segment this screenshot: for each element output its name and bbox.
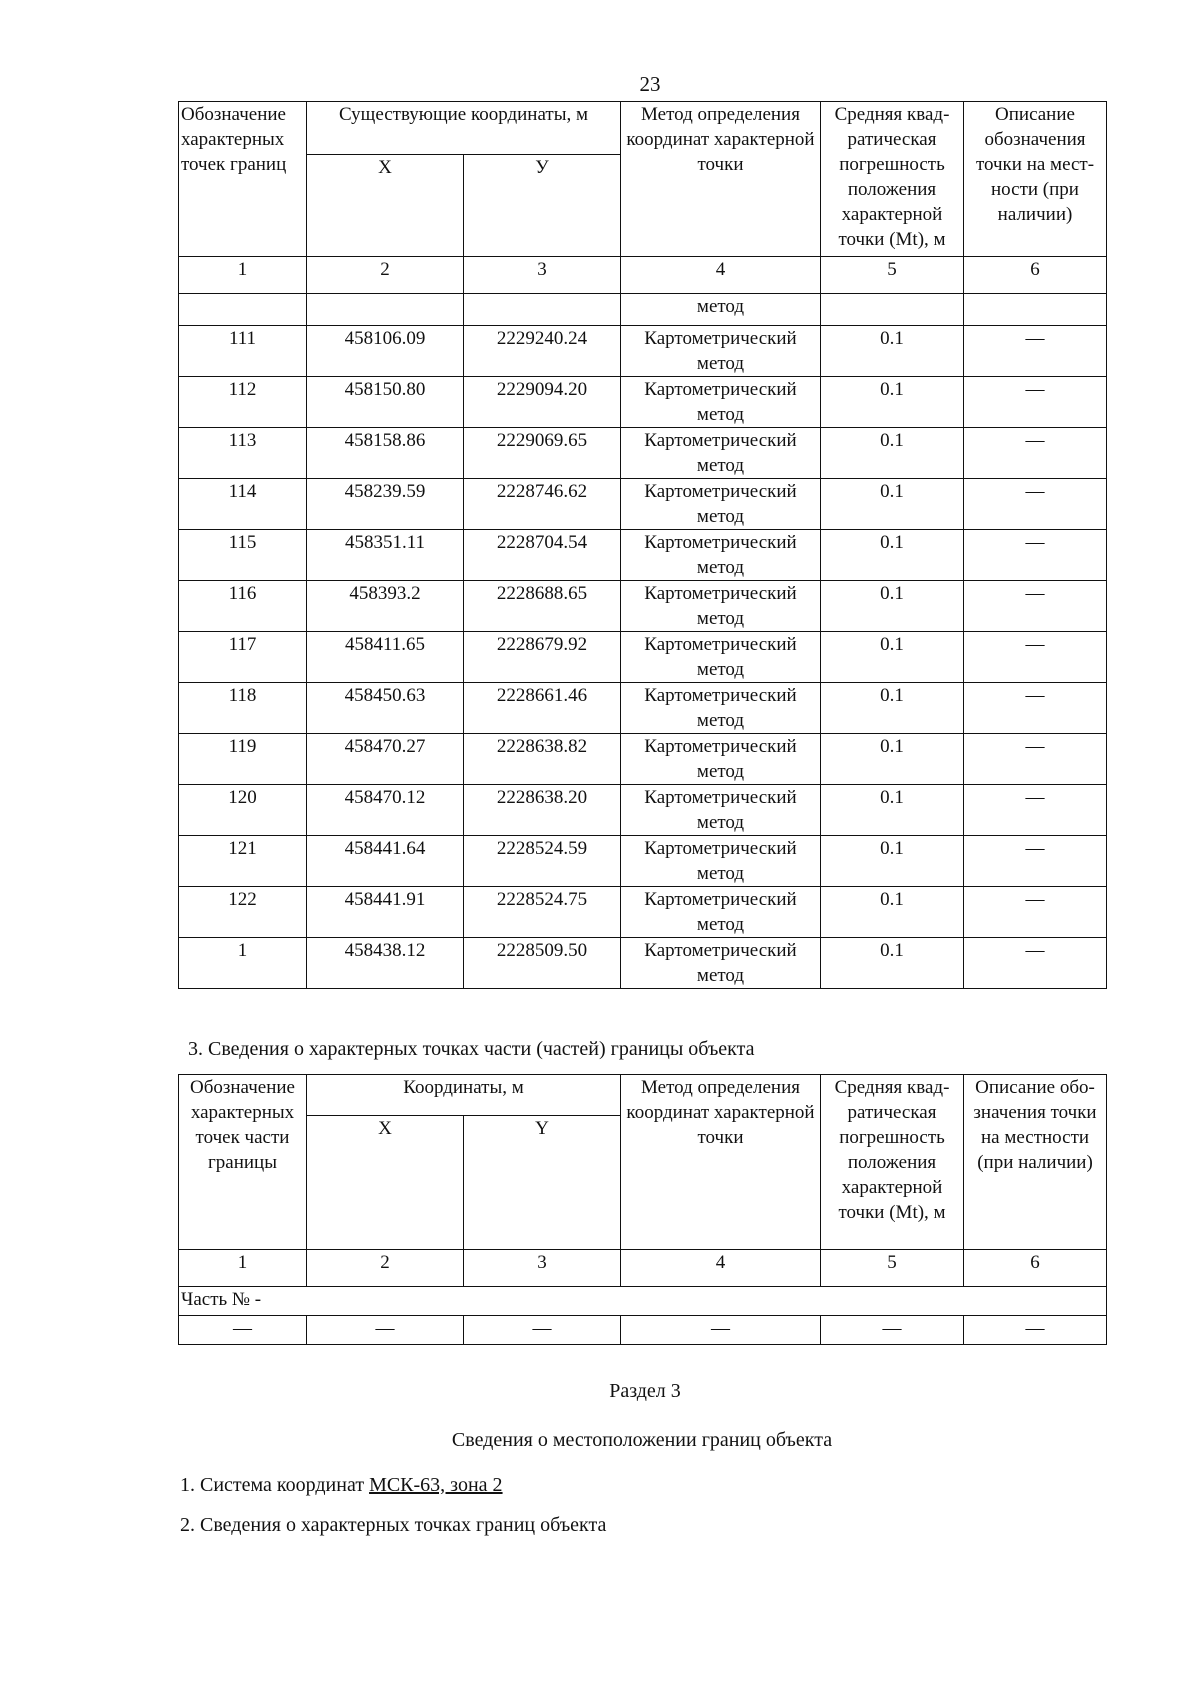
table-row [179,785,1107,836]
description-cell: — [964,836,1107,887]
section-subtitle: Сведения о местоположении границ объекта [451,1429,833,1451]
part-points-table [178,1074,1107,1345]
point-number-cell: 120 [179,785,307,836]
method-cell: Картометрический метод [621,683,821,734]
method-cell: Картометрический метод [621,377,821,428]
part-label: Часть № - [179,1287,1107,1316]
coordinate-system-label: 1. Система координат [180,1474,370,1496]
y-coordinate-cell: 2228524.59 [464,836,621,887]
dash-cell: — [179,1316,307,1345]
method-cell: Картометрический метод [621,326,821,377]
mean-error-cell: 0.1 [821,326,964,377]
mean-error-cell: 0.1 [821,479,964,530]
x-coordinate-cell: 458158.86 [307,428,464,479]
table-row [179,428,1107,479]
column-numbers-row [179,257,1107,294]
mean-error-cell: 0.1 [821,428,964,479]
method-cell: Картометрический метод [621,632,821,683]
point-number-cell: 1 [179,938,307,989]
coordinate-system-line [180,1474,503,1497]
header-method: Метод определения координат характерной точки [621,1075,821,1250]
y-coordinate-cell: 2228509.50 [464,938,621,989]
parts-table-caption: 3. Сведения о характерных точках части (частей) границы объекта [188,1038,755,1060]
header-y: У [464,155,621,257]
header-method: Метод определения координат характерной точки [621,102,821,257]
header-point-designation: Обозначение характерных точек части границы [179,1075,307,1250]
x-coordinate-cell: 458239.59 [307,479,464,530]
table-row [179,377,1107,428]
dash-cell: — [464,1316,621,1345]
method-cell: Картометрический метод [621,836,821,887]
description-cell: — [964,734,1107,785]
header-description: Описание обозначения точки на местности (при наличии) [964,1075,1107,1250]
column-number: 2 [307,257,464,294]
mean-error-cell: 0.1 [821,683,964,734]
y-coordinate-cell: 2228524.75 [464,887,621,938]
header-mean-error: Средняя квадратическая погрешность положения характерной точки (Mt), м [821,1075,964,1250]
column-number: 6 [964,1250,1107,1287]
description-cell: — [964,938,1107,989]
x-coordinate-cell: 458450.63 [307,683,464,734]
mean-error-cell: 0.1 [821,938,964,989]
column-number: 5 [821,257,964,294]
empty-cell [821,294,964,326]
empty-cell [464,294,621,326]
part-label-row [179,1287,1107,1316]
column-number: 2 [307,1250,464,1287]
x-coordinate-cell: 458470.12 [307,785,464,836]
x-coordinate-cell: 458393.2 [307,581,464,632]
point-number-cell: 113 [179,428,307,479]
mean-error-cell: 0.1 [821,785,964,836]
empty-cell [964,294,1107,326]
description-cell: — [964,326,1107,377]
dash-cell: — [821,1316,964,1345]
empty-part-row [179,1316,1107,1345]
y-coordinate-cell: 2228679.92 [464,632,621,683]
y-coordinate-cell: 2228638.20 [464,785,621,836]
point-number-cell: 111 [179,326,307,377]
y-coordinate-cell: 2228661.46 [464,683,621,734]
point-number-cell: 118 [179,683,307,734]
method-cell: метод [621,294,821,326]
point-number-cell: 114 [179,479,307,530]
empty-cell [179,294,307,326]
method-cell: Картометрический метод [621,938,821,989]
description-cell: — [964,530,1107,581]
method-cell: Картометрический метод [621,428,821,479]
point-number-cell: 112 [179,377,307,428]
mean-error-cell: 0.1 [821,734,964,785]
table-row [179,887,1107,938]
table-row [179,326,1107,377]
page-number: 23 [639,72,661,96]
header-existing-coordinates: Существующие координаты, м [307,102,621,155]
boundary-points-table [178,101,1107,989]
point-number-cell: 119 [179,734,307,785]
header-x: X [307,1116,464,1250]
x-coordinate-cell: 458441.91 [307,887,464,938]
table-body [179,326,1107,989]
continuation-row [179,294,1107,326]
x-coordinate-cell: 458351.11 [307,530,464,581]
table-row [179,836,1107,887]
description-cell: — [964,581,1107,632]
method-cell: Картометрический метод [621,479,821,530]
column-numbers-row [179,1250,1107,1287]
empty-cell [307,294,464,326]
method-cell: Картометрический метод [621,887,821,938]
mean-error-cell: 0.1 [821,377,964,428]
y-coordinate-cell: 2228638.82 [464,734,621,785]
table-row [179,479,1107,530]
header-x: Х [307,155,464,257]
table-row [179,530,1107,581]
point-number-cell: 116 [179,581,307,632]
method-cell: Картометрический метод [621,785,821,836]
mean-error-cell: 0.1 [821,530,964,581]
y-coordinate-cell: 2228688.65 [464,581,621,632]
mean-error-cell: 0.1 [821,632,964,683]
description-cell: — [964,785,1107,836]
column-number: 6 [964,257,1107,294]
header-point-designation: Обозначение характерных точек границ [179,102,307,257]
table-row [179,683,1107,734]
y-coordinate-cell: 2228746.62 [464,479,621,530]
dash-cell: — [307,1316,464,1345]
column-number: 3 [464,257,621,294]
table-row [179,734,1107,785]
method-cell: Картометрический метод [621,734,821,785]
header-mean-error: Средняя квадратическая погрешность положения характерной точки (Mt), м [821,102,964,257]
y-coordinate-cell: 2229094.20 [464,377,621,428]
y-coordinate-cell: 2228704.54 [464,530,621,581]
boundary-points-heading: 2. Сведения о характерных точках границ объекта [180,1514,607,1536]
mean-error-cell: 0.1 [821,836,964,887]
table-row [179,938,1107,989]
column-number: 1 [179,1250,307,1287]
method-cell: Картометрический метод [621,530,821,581]
x-coordinate-cell: 458470.27 [307,734,464,785]
description-cell: — [964,428,1107,479]
description-cell: — [964,479,1107,530]
y-coordinate-cell: 2229240.24 [464,326,621,377]
x-coordinate-cell: 458106.09 [307,326,464,377]
column-number: 1 [179,257,307,294]
description-cell: — [964,683,1107,734]
column-number: 3 [464,1250,621,1287]
description-cell: — [964,377,1107,428]
header-description: Описание обозначения точки на местности (при наличии) [964,102,1107,257]
method-cell: Картометрический метод [621,581,821,632]
column-number: 4 [621,1250,821,1287]
dash-cell: — [964,1316,1107,1345]
x-coordinate-cell: 458411.65 [307,632,464,683]
x-coordinate-cell: 458438.12 [307,938,464,989]
x-coordinate-cell: 458150.80 [307,377,464,428]
table-row [179,581,1107,632]
column-number: 4 [621,257,821,294]
column-number: 5 [821,1250,964,1287]
description-cell: — [964,632,1107,683]
point-number-cell: 115 [179,530,307,581]
mean-error-cell: 0.1 [821,887,964,938]
coordinate-system-value: МСК-63, зона 2 [369,1474,503,1496]
header-coordinates: Координаты, м [307,1075,621,1116]
point-number-cell: 121 [179,836,307,887]
header-y: Y [464,1116,621,1250]
x-coordinate-cell: 458441.64 [307,836,464,887]
point-number-cell: 122 [179,887,307,938]
point-number-cell: 117 [179,632,307,683]
dash-cell: — [621,1316,821,1345]
mean-error-cell: 0.1 [821,581,964,632]
y-coordinate-cell: 2229069.65 [464,428,621,479]
table-row [179,632,1107,683]
description-cell: — [964,887,1107,938]
section-title: Раздел 3 [609,1380,681,1402]
